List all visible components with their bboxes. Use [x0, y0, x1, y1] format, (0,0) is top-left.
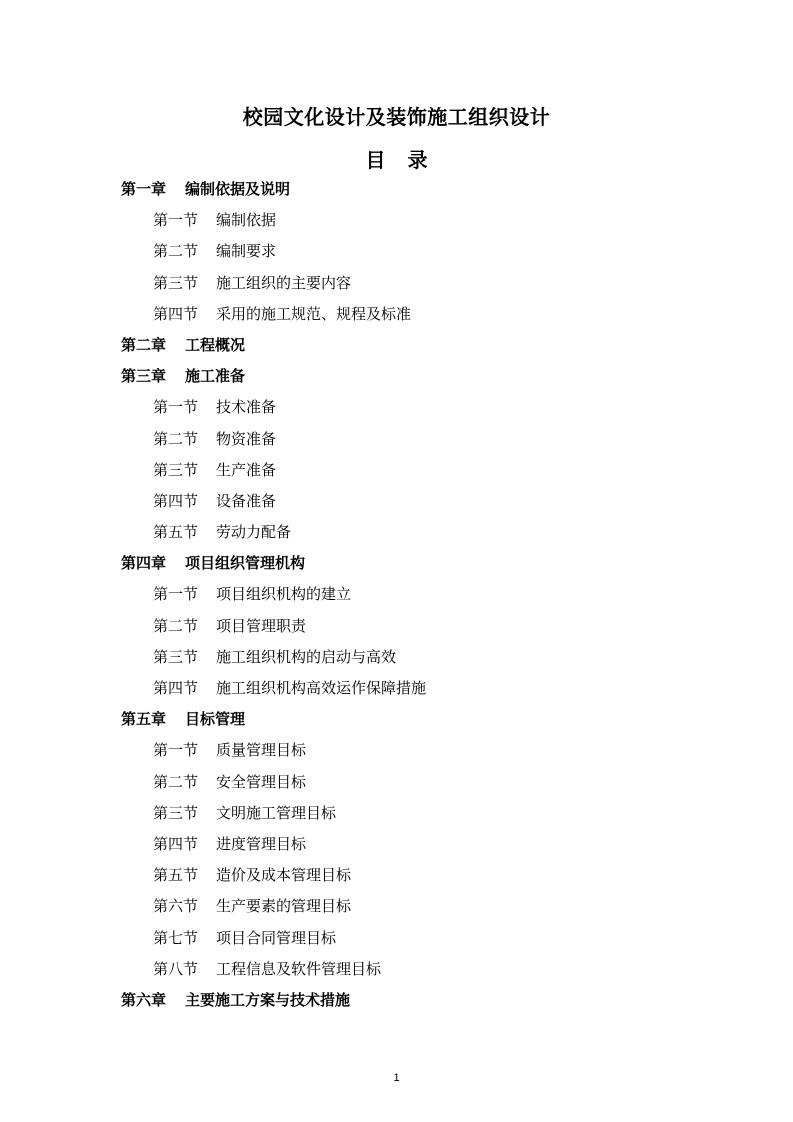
- toc-section-entry[interactable]: [121, 860, 721, 891]
- toc-entry-number: 第四节: [153, 491, 199, 510]
- toc-entry-number: 第一节: [153, 211, 199, 230]
- toc-entry-title: 进度管理目标: [216, 834, 307, 853]
- page-number: 1: [393, 1072, 400, 1084]
- toc-section-entry[interactable]: [121, 891, 721, 922]
- toc-entry-number: 第五节: [153, 523, 199, 542]
- toc-entry-number: 第六节: [153, 897, 199, 916]
- toc-entry-title: 编制依据: [216, 211, 277, 230]
- toc-section-entry[interactable]: [121, 455, 721, 486]
- toc-entry-number: 第二节: [153, 772, 199, 791]
- toc-chapter-entry[interactable]: [121, 548, 721, 579]
- toc-entry-title: 施工组织机构高效运作保障措施: [216, 679, 427, 697]
- toc-entry-number: 第四节: [153, 679, 199, 697]
- toc-entry-number: 第七节: [153, 928, 199, 947]
- toc-section-entry[interactable]: [121, 673, 721, 704]
- toc-entry-number: 第三节: [153, 460, 199, 479]
- toc-entry-title: 项目组织管理机构: [185, 554, 306, 573]
- toc-chapter-entry[interactable]: [121, 985, 721, 1016]
- toc-entry-number: 第六章: [121, 990, 167, 1009]
- toc-entry-title: 施工准备: [185, 367, 246, 386]
- toc-chapter-entry[interactable]: [121, 361, 721, 392]
- toc-entry-title: 生产准备: [216, 460, 277, 479]
- toc-section-entry[interactable]: [121, 642, 721, 673]
- toc-entry-title: 主要施工方案与技术措施: [185, 990, 351, 1009]
- toc-entry-number: 第二节: [153, 616, 199, 635]
- toc-chapter-entry[interactable]: [121, 174, 721, 205]
- toc-section-entry[interactable]: [121, 798, 721, 829]
- toc-section-entry[interactable]: [121, 923, 721, 954]
- toc-entry-title: 文明施工管理目标: [216, 803, 337, 822]
- document-title: 校园文化设计及装饰施工组织设计: [242, 105, 551, 129]
- toc-entry-number: 第一节: [153, 585, 199, 604]
- table-of-contents: [121, 174, 721, 1016]
- toc-entry-number: 第三节: [153, 803, 199, 822]
- toc-entry-number: 第二节: [153, 242, 199, 261]
- toc-entry-title: 目标管理: [185, 710, 246, 729]
- toc-entry-title: 技术准备: [216, 398, 277, 417]
- toc-heading-part2: 录: [407, 148, 428, 172]
- toc-entry-title: 安全管理目标: [216, 772, 307, 791]
- toc-entry-title: 工程信息及软件管理目标: [216, 959, 382, 978]
- toc-section-entry[interactable]: [121, 424, 721, 455]
- toc-entry-number: 第二章: [121, 335, 167, 354]
- toc-entry-title: 项目组织机构的建立: [216, 585, 352, 604]
- toc-section-entry[interactable]: [121, 392, 721, 423]
- toc-entry-number: 第一节: [153, 741, 199, 760]
- toc-entry-number: 第二节: [153, 429, 199, 448]
- toc-heading-part1: 目: [365, 148, 386, 172]
- toc-heading: [0, 146, 793, 174]
- toc-entry-number: 第三节: [153, 273, 199, 292]
- toc-section-entry[interactable]: [121, 735, 721, 766]
- toc-entry-number: 第五章: [121, 710, 167, 729]
- toc-section-entry[interactable]: [121, 268, 721, 299]
- toc-section-entry[interactable]: [121, 579, 721, 610]
- toc-chapter-entry[interactable]: [121, 330, 721, 361]
- toc-entry-title: 编制依据及说明: [185, 180, 291, 198]
- toc-entry-title: 造价及成本管理目标: [216, 866, 352, 885]
- toc-entry-number: 第四章: [121, 554, 167, 573]
- toc-section-entry[interactable]: [121, 611, 721, 642]
- toc-entry-number: 第一章: [121, 180, 167, 198]
- toc-section-entry[interactable]: [121, 236, 721, 267]
- toc-entry-title: 项目合同管理目标: [216, 928, 337, 947]
- toc-entry-title: 项目管理职责: [216, 616, 307, 635]
- toc-section-entry[interactable]: [121, 954, 721, 985]
- toc-section-entry[interactable]: [121, 299, 721, 330]
- toc-entry-title: 采用的施工规范、规程及标准: [216, 304, 412, 323]
- toc-entry-title: 劳动力配备: [216, 523, 292, 542]
- toc-entry-number: 第四节: [153, 304, 199, 323]
- toc-section-entry[interactable]: [121, 517, 721, 548]
- toc-entry-number: 第八节: [153, 959, 199, 978]
- toc-entry-title: 编制要求: [216, 242, 277, 261]
- toc-section-entry[interactable]: [121, 486, 721, 517]
- toc-entry-title: 设备准备: [216, 491, 277, 510]
- toc-entry-title: 质量管理目标: [216, 741, 307, 760]
- toc-entry-title: 生产要素的管理目标: [216, 897, 352, 916]
- toc-entry-title: 施工组织机构的启动与高效: [216, 647, 397, 666]
- toc-entry-title: 工程概况: [185, 335, 246, 354]
- toc-section-entry[interactable]: [121, 829, 721, 860]
- toc-chapter-entry[interactable]: [121, 704, 721, 735]
- toc-entry-title: 施工组织的主要内容: [216, 273, 352, 292]
- toc-section-entry[interactable]: [121, 205, 721, 236]
- toc-entry-title: 物资准备: [216, 429, 277, 448]
- toc-entry-number: 第三节: [153, 647, 199, 666]
- toc-entry-number: 第五节: [153, 866, 199, 885]
- toc-entry-number: 第三章: [121, 367, 167, 386]
- toc-entry-number: 第四节: [153, 834, 199, 853]
- toc-entry-number: 第一节: [153, 398, 199, 417]
- toc-section-entry[interactable]: [121, 767, 721, 798]
